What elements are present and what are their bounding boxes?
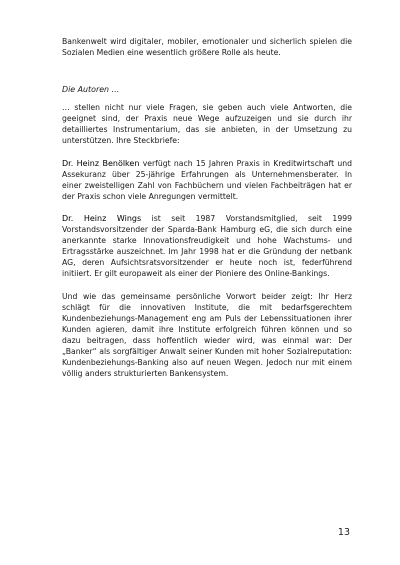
author-name-wings: Dr. Heinz Wings xyxy=(62,213,142,223)
page-number: 13 xyxy=(337,527,350,538)
closing-paragraph: Und wie das gemeinsame persönliche Vorwort beider zeigt: Ihr Herz schlägt für die innovativen Institute, die mit bedarfsgerechtem Kundenbeziehungs-Management eng am Puls der Lebenssituationen ihrer Kunden agieren, damit ihre Institute erfolgreich führen können und so dazu beitragen, dass hoffentlich wieder wird, was einmal war: Der „Banker“ als sorgfältiger Anwalt seiner Kunden mit hoher Sozialreputation: Kundenbeziehungs-Banking also auf neuen Wegen. Jedoch nur mit einem völlig anders strukturierten Bankensystem. xyxy=(62,291,352,379)
author-benoelken-paragraph xyxy=(62,158,352,202)
section-heading: Die Autoren … xyxy=(62,85,120,95)
authors-intro-paragraph: … stellen nicht nur viele Fragen, sie geben auch viele Antworten, die geeignet sind, der Praxis neue Wege aufzuzeigen und sie durch ihr detailliertes Instrumentarium, das sie anbieten, in der Umsetzung zu unterstützen. Ihre Steckbriefe: xyxy=(62,103,352,146)
page-body xyxy=(62,36,352,379)
author-bio-wings: ist seit 1987 Vorstandsmitglied, seit 1999 Vorstandsvorsitzender der Sparda-Bank Hamburg eG, die sich durch eine anerkannte starke Innovationsfreudigkeit und hohe Wachstums- und Ertragsstärke auszeichnet. Im Jahr 1998 hat er die Gründung der netbank AG, deren Aufsichtsratsvorsitzender er heute noch ist, federführend initiiert. Er gilt europaweit als einer der Pioniere des Online-Bankings. xyxy=(62,213,352,279)
intro-paragraph: Bankenwelt wird digitaler, mobiler, emotionaler und sicherlich spielen die Sozialen Medien eine wesentlich größere Rolle als heute. xyxy=(62,37,352,58)
author-name-benoelken: Dr. Heinz Benölken xyxy=(62,158,140,168)
author-bio-benoelken: verfügt nach 15 Jahren Praxis in Kreditwirtschaft und Assekuranz über 25-jährige Erfahrungen als Unternehmensberater. In einer zweistelligen Zahl von Fachbüchern und vielen Fachbeiträgen hat er der Praxis schon viele Anregungen vermittelt. xyxy=(62,158,352,201)
author-wings-paragraph xyxy=(62,213,352,280)
